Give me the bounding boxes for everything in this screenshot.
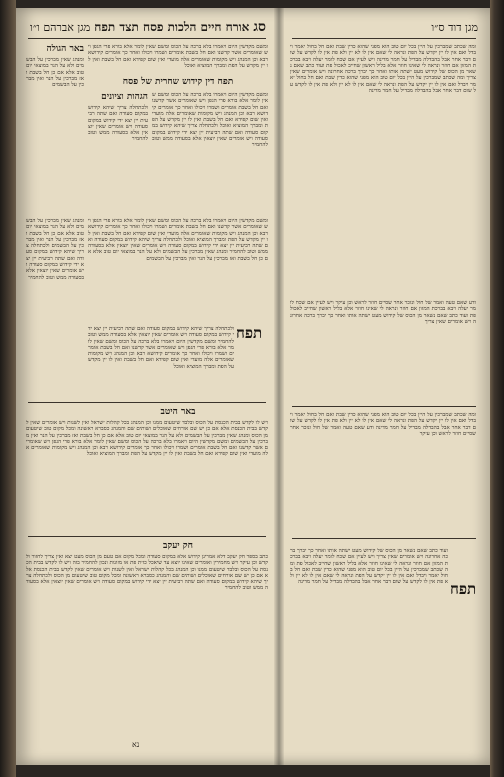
- upper-text: [88, 44, 268, 74]
- facing-text-4-content: ועוד כתב שאם נשאר מן הכוס של קידוש מעט ישתה אותו ואחר כך יברך ברכה אחרונה ויש אומרים שאין צריך: [290, 548, 448, 561]
- lower-commentary-block: [26, 554, 268, 734]
- side-notes-lower-text-2: ולכתחלה צריך שיהא קידוש במקום סעודה ואם שתה רביעית יין יצא ידי קידוש במקום סעודה ויש אומרים שאין יוצאין אלא בסעודה ממש וטוב להחמיר: [26, 243, 84, 281]
- lower-commentary-text: כתב בספר חק יעקב דלא אמרינן קידוש אלא במקום סעודה ומכל מקום אם טעם מן הכוס מעט יצא ואין צריך לחזור ולקדש וכן עיקר ויש מחמירין ואומרים שאינו יוצא עד שיאכל כזית פת או מזונות ונכון להחמיר בזה: [26, 554, 268, 567]
- lower-section-title: חק יעקב: [163, 541, 193, 551]
- main-text-content: ומשם מקדשין היום ויאמרו בלא ברכה על הכוס ומשם שאין לומר אלא בורא פרי הגפן ויש שאומרים אשר קדשנו ואם חל בשבת אומרים ושמרו ויכולו ואחר כך אומרים קידושא רבא וכן המנהג ויש מקומות שאומרים אלה מועדי ואין שום קפידא ואם חל בשבת ואין לו יין מקדש על הפת ומברך המוציא ואוכל: [152, 92, 268, 130]
- facing-divider-2: [292, 538, 476, 539]
- side-column-text: ומנהג שאין מברכין על הבשמים ולא על הנר במוצאי יום טוב אלא אם כן חל בשבת ואז מברכין על הנר ואין מברכין על הבשמים: [26, 57, 84, 89]
- commentary-block-text: ויש לו לקדש בבית הכנסת על הכוס ובלבד שיטעום ממנו וכן המנהג בכל קהלות ישראל ואין לשנות ויש אומרים שאין לקדש בבית הכנסת אלא אם כן יש שם אורחים שאוכלים ושותים שם והמנהג כסברא ראשונה ומכל מקום טוב שיטעום מן הכוס: [26, 420, 268, 439]
- scanned-page: [16, 8, 490, 765]
- upper-text-content: ומשם מקדשין היום ויאמרו בלא ברכה על הכוס ומשם שאין לומר אלא בורא פרי הגפן ויש שאומרים אשר קדשנו ואם חל בשבת אומרים ושמרו ויכולו ואחר כך אומרים קידושא רבא וכן המנהג ויש מקומות שאומרים אלה מועדי ואין שום קפידא ואם חל בשבת ואין לו יין מקדש על הפת ומברך המוציא ואוכל: [88, 44, 268, 69]
- facing-divider-1: [292, 406, 476, 407]
- page-footer-mark: נא: [132, 740, 140, 749]
- divider-rule-2: [28, 536, 266, 537]
- lower-main-text: [88, 326, 234, 396]
- section-heading: תפח דין קידוש שחרית של פסח: [122, 77, 234, 87]
- book-edge-left: [0, 0, 16, 777]
- facing-text-1-content-2: ויש לעיין אם שכח לומר יעלה ויבא בברכת המזון אם חוזר ונראה לי שאינו חוזר אלא בליל ראשון שחייב לאכול פת: [290, 56, 476, 69]
- lower-main-text-content: ולכתחלה צריך שיהא קידוש במקום סעודה ואם שתה רביעית יין יצא ידי קידוש במקום סעודה ויש אומרים שאין יוצאין אלא בסעודה ממש וטוב להחמיר: [88, 326, 234, 345]
- facing-text-2-content: ודע שאם טעה ואמר של חול ונזכר אחר שסיים חוזר לראש וכן עיקר: [333, 300, 476, 306]
- middle-text: [88, 218, 268, 318]
- facing-text-4-content-2: ויש לעיין אם שכח לומר יעלה ויבא בברכת המזון אם חוזר ונראה לי שאינו חוזר אלא בליל ראשון שחייב לאכול פת: [290, 554, 448, 567]
- header-side-label: מגן אברהם ו״ו: [30, 20, 91, 34]
- main-page: [22, 8, 272, 765]
- side-notes-lower-text: ומנהג שאין מברכין על הבשמים ולא על הנר במוצאי יום טוב אלא אם כן חל בשבת ואז מברכין על הנר ואין מברכין על הבשמים: [26, 218, 84, 250]
- commentary-text: ולכתחלה צריך שיהא קידוש במקום סעודה ואם שתה רביעית יין יצא ידי קידוש במקום סעודה ויש אומרים שאין יוצאין אלא בסעודה ממש וטוב להחמיר: [88, 105, 148, 143]
- page-header: [30, 18, 266, 36]
- facing-text-1-content: ומה שכתב שמברכין על היין בכל יום טוב הוא מפני שהוא כדין שבת ואם חל בחול יאמר ויבדל ואם אין לו יין יקדש על הפת ונראה לי שאם אין לו לא יין ולא פת אין לו לקדש על שום דבר אחר אבל בהבדלה מבדיל על חמר מדינה: [290, 44, 476, 63]
- middle-text-content-3: ומנהג שאין מברכין על הבשמים ולא על הנר במוצאי יום טוב אלא אם כן חל בשבת ואז מברכין על הנר ואין מברכין על הבשמים: [88, 249, 268, 262]
- facing-text-2: [290, 300, 476, 400]
- commentary-heading: הגהות וציונים: [101, 92, 148, 102]
- facing-header-rule: [292, 38, 476, 39]
- header-title: אורח חיים הלכות פסח תצד תפח: [94, 19, 250, 34]
- commentary-column: [88, 92, 148, 212]
- middle-text-content: ומשם מקדשין היום ויאמרו בלא ברכה על הכוס ומשם שאין לומר אלא בורא פרי הגפן ויש שאומרים אשר קדשנו ואם חל בשבת אומרים ושמרו ויכולו ואחר כך אומרים קידושא רבא וכן המנהג ויש מקומות שאומרים אלה מועדי ואין שום קפידא ואם חל בשבת ואין לו יין מקדש על הפת ומברך המוציא ואוכל: [88, 218, 268, 243]
- facing-page: [286, 8, 482, 765]
- facing-text-3-content: ומה שכתב שמברכין על היין בכל יום טוב הוא מפני שהוא כדין שבת ואם חל בחול יאמר ויבדל ואם אין לו יין יקדש על הפת ונראה לי שאם אין לו לא יין ולא פת אין לו לקדש על שום דבר אחר אבל בהבדלה מבדיל על חמר מדינה: [290, 412, 476, 431]
- side-column-left: [26, 44, 84, 209]
- header-rule: [28, 38, 266, 39]
- facing-text-3: [290, 412, 476, 532]
- commentary-section-title: באר היטב: [160, 407, 196, 417]
- divider-rule-1: [28, 402, 266, 403]
- commentary-block-text-3: ומשם מקדשין היום ויאמרו בלא ברכה על הכוס ומשם שאין לומר אלא בורא פרי הגפן ויש שאומרים אשר קדשנו ואם חל בשבת אומרים ושמרו ויכולו ואחר כך אומרים קידושא רבא וכן המנהג ויש מקומות שאומרים אלה מועדי ואין שום קפידא ואם חל בשבת ואין לו יין מקדש על הפת ומברך המוציא ואוכל: [26, 438, 268, 458]
- side-notes-lower: [26, 218, 84, 398]
- facing-header-label: מגן דוד ס״ו: [431, 20, 478, 34]
- lower-commentary-text-3: ולכתחלה צריך שיהא קידוש במקום סעודה ואם שתה רביעית יין יצא ידי קידוש במקום סעודה ויש אומרים שאין יוצאין אלא בסעודה ממש וטוב להחמיר: [26, 572, 268, 592]
- facing-section-marker: תפח: [450, 580, 477, 598]
- facing-text-2-content-2: ויש לעיין אם שכח לומר יעלה ויבא בברכת המזון אם חוזר ונראה לי שאינו חוזר אלא בליל ראשון שחייב לאכול פת: [290, 300, 476, 319]
- middle-text-content-2: ולכתחלה צריך שיהא קידוש במקום סעודה ואם שתה רביעית יין יצא ידי קידוש במקום סעודה ויש אומרים שאין יוצאין אלא בסעודה ממש וטוב להחמיר: [88, 236, 268, 256]
- lower-commentary-text-2: ויש לו לקדש בבית הכנסת על הכוס ובלבד שיטעום ממנו וכן המנהג בכל קהלות ישראל ואין לשנות ויש אומרים שאין לקדש בבית הכנסת אלא אם כן יש שם אורחים שאוכלים ושותים שם והמנהג כסברא ראשונה ומכל מקום טוב שיטעום מן הכוס: [26, 560, 268, 579]
- facing-text-1: [290, 44, 476, 294]
- facing-text-4-content-3: ומה שכתב שמברכין על היין בכל יום טוב הוא מפני שהוא כדין שבת ואם חל בחול יאמר ויבדל ואם אין לו יין יקדש על הפת ונראה לי שאם אין לו לא יין ולא פת אין לו לקדש על שום דבר אחר אבל בהבדלה מבדיל על חמר מדינה: [290, 560, 448, 586]
- main-text-column: [152, 92, 268, 212]
- facing-text-1-content-4: ומה שכתב שמברכין על היין בכל יום טוב הוא מפני שהוא כדין שבת ואם חל בחול יאמר ויבדל ואם אין לו יין יקדש על הפת ונראה לי שאם אין לו לא יין ולא פת אין לו לקדש על שום דבר אחר אבל בהבדלה מבדיל על חמר מדינה: [290, 75, 476, 95]
- lower-main-text-content-2: ומשם מקדשין היום ויאמרו בלא ברכה על הכוס ומשם שאין לומר אלא בורא פרי הגפן ויש שאומרים אשר קדשנו ואם חל בשבת אומרים ושמרו ויכולו ואחר כך אומרים קידושא רבא וכן המנהג ויש מקומות שאומרים אלה מועדי ואין שום קפידא ואם חל בשבת ואין לו יין מקדש על הפת ומברך המוציא ואוכל: [88, 338, 234, 370]
- header-page-letter: סג: [253, 18, 266, 35]
- commentary-block: [26, 420, 268, 530]
- page-gutter: [274, 8, 284, 765]
- side-column-heading: באר הגולה: [46, 44, 84, 54]
- book-edge-right: [490, 0, 504, 777]
- facing-text-2-content-3: ועוד כתב שאם נשאר מן הכוס של קידוש מעט ישתה אותו ואחר כך יברך ברכה אחרונה ויש אומרים שאין צריך: [290, 312, 476, 325]
- section-marker-1: תפח: [236, 324, 263, 342]
- facing-text-1-content-3: ועוד כתב שאם נשאר מן הכוס של קידוש מעט ישתה אותו ואחר כך יברך ברכה אחרונה ויש אומרים שאין צריך: [290, 62, 476, 82]
- commentary-block-text-2: ומנהג שאין מברכין על הבשמים ולא על הנר במוצאי יום טוב אלא אם כן חל בשבת ואז מברכין על הנר ואין מברכין על הבשמים: [26, 432, 268, 445]
- facing-page-header: [290, 18, 478, 36]
- main-text-content-2: ולכתחלה צריך שיהא קידוש במקום סעודה ואם שתה רביעית יין יצא ידי קידוש במקום סעודה ויש אומרים שאין יוצאין אלא בסעודה ממש וטוב להחמיר: [152, 123, 268, 149]
- facing-text-3-content-2: ודע שאם טעה ואמר של חול ונזכר אחר שסיים חוזר לראש וכן עיקר: [290, 424, 476, 437]
- facing-text-4: [290, 548, 448, 738]
